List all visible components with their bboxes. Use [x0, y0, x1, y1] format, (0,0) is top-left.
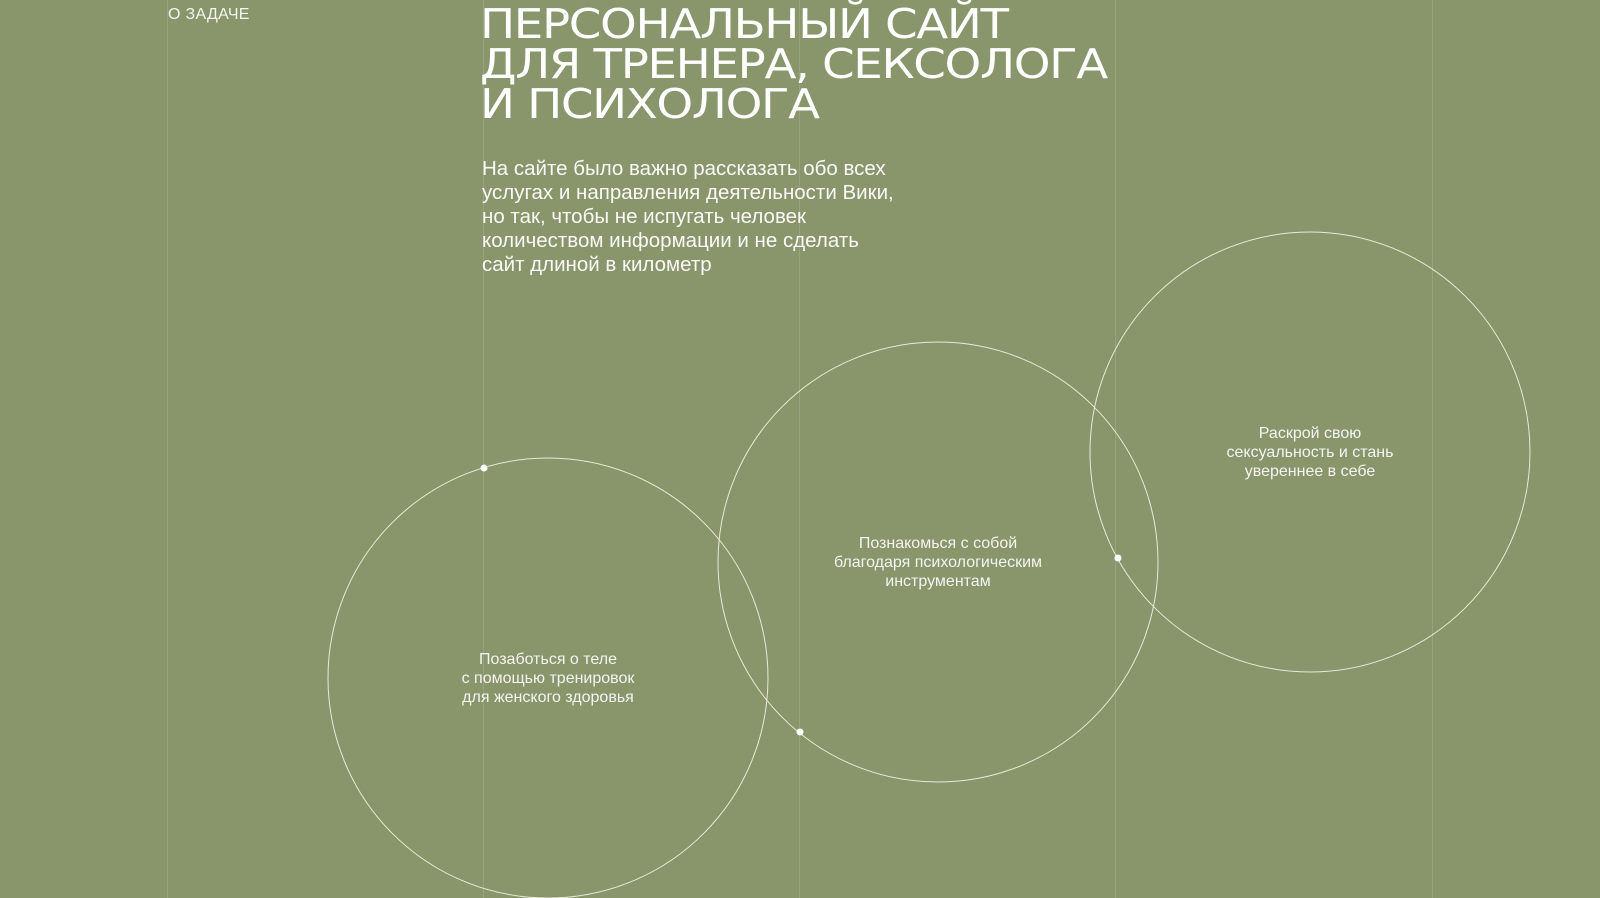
service-text-line: благодаря психологическим	[833, 554, 1043, 571]
service-text-line: Позаботься о теле	[478, 651, 618, 668]
service-text-sexuality	[1180, 424, 1440, 481]
title-line: И ПСИХОЛОГА	[480, 80, 819, 128]
orbit-dot	[1115, 555, 1122, 562]
service-text-body	[418, 650, 678, 707]
orbit-dot	[797, 729, 804, 736]
description-line: сайт длиной в километр	[482, 253, 712, 276]
service-text-line: Раскрой свою	[1258, 425, 1362, 442]
orbit-dot	[481, 465, 488, 472]
description-line: но так, чтобы не испугать человек	[482, 205, 806, 228]
description-line: количеством информации и не сделать	[482, 229, 859, 252]
service-text-line: для женского здоровья	[462, 689, 634, 706]
service-text-line: увереннее в себе	[1244, 463, 1376, 480]
description-line: услугах и направления деятельности Вики,	[482, 181, 894, 204]
service-text-line: Познакомься с собой	[858, 535, 1018, 552]
service-text-line: сексуальность и стань	[1226, 444, 1394, 461]
service-text-line: инструментам	[885, 573, 991, 590]
service-text-mind	[808, 534, 1068, 591]
title-line: ДЛЯ ТРЕНЕРА, СЕКСОЛОГА	[480, 40, 1107, 88]
description-line: На сайте было важно рассказать обо всех	[482, 157, 886, 180]
title-line: ПЕРСОНАЛЬНЫЙ САЙТ	[480, 0, 1008, 48]
service-text-line: с помощью тренировок	[461, 670, 635, 687]
section-label: О ЗАДАЧЕ	[168, 6, 250, 23]
